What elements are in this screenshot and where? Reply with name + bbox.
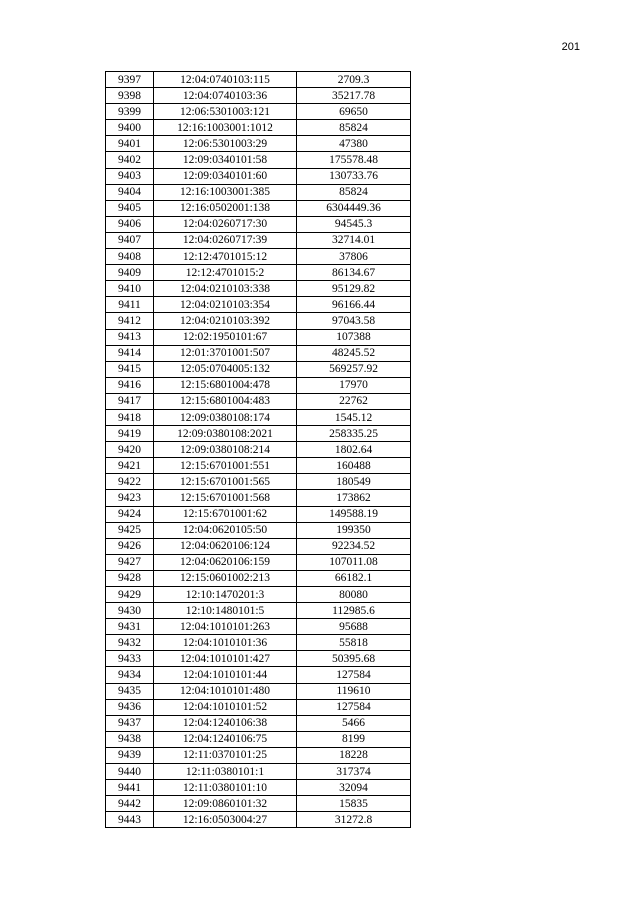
- value-cell: 180549: [297, 474, 411, 490]
- cadastral-number-cell: 12:11:0370101:25: [154, 747, 297, 763]
- row-index-cell: 9442: [106, 796, 154, 812]
- table-row: [106, 635, 411, 651]
- table-row: [106, 168, 411, 184]
- row-index-cell: 9408: [106, 249, 154, 265]
- table-row: [106, 249, 411, 265]
- table-row: [106, 731, 411, 747]
- row-index-cell: 9414: [106, 345, 154, 361]
- row-index-cell: 9424: [106, 506, 154, 522]
- table-row: [106, 184, 411, 200]
- row-index-cell: 9406: [106, 216, 154, 232]
- cadastral-number-cell: 12:04:1010101:52: [154, 699, 297, 715]
- row-index-cell: 9402: [106, 152, 154, 168]
- row-index-cell: 9423: [106, 490, 154, 506]
- table-body: [106, 72, 411, 828]
- row-index-cell: 9440: [106, 764, 154, 780]
- cadastral-number-cell: 12:04:0740103:36: [154, 88, 297, 104]
- row-index-cell: 9401: [106, 136, 154, 152]
- cadastral-number-cell: 12:09:0380108:2021: [154, 426, 297, 442]
- row-index-cell: 9415: [106, 361, 154, 377]
- row-index-cell: 9404: [106, 184, 154, 200]
- value-cell: 112985.6: [297, 603, 411, 619]
- value-cell: 175578.48: [297, 152, 411, 168]
- cadastral-number-cell: 12:01:3701001:507: [154, 345, 297, 361]
- cadastral-number-cell: 12:02:1950101:67: [154, 329, 297, 345]
- table-row: [106, 538, 411, 554]
- cadastral-number-cell: 12:16:1003001:385: [154, 184, 297, 200]
- value-cell: 86134.67: [297, 265, 411, 281]
- cadastral-number-cell: 12:09:0340101:58: [154, 152, 297, 168]
- row-index-cell: 9399: [106, 104, 154, 120]
- table-row: [106, 587, 411, 603]
- cadastral-number-cell: 12:15:6701001:551: [154, 458, 297, 474]
- row-index-cell: 9403: [106, 168, 154, 184]
- row-index-cell: 9436: [106, 699, 154, 715]
- row-index-cell: 9432: [106, 635, 154, 651]
- cadastral-number-cell: 12:04:1240106:38: [154, 715, 297, 731]
- cadastral-number-cell: 12:15:6701001:568: [154, 490, 297, 506]
- value-cell: 107011.08: [297, 554, 411, 570]
- value-cell: 55818: [297, 635, 411, 651]
- row-index-cell: 9407: [106, 232, 154, 248]
- row-index-cell: 9435: [106, 683, 154, 699]
- value-cell: 47380: [297, 136, 411, 152]
- value-cell: 22762: [297, 393, 411, 409]
- table-row: [106, 361, 411, 377]
- cadastral-number-cell: 12:04:0210103:338: [154, 281, 297, 297]
- value-cell: 8199: [297, 731, 411, 747]
- value-cell: 95129.82: [297, 281, 411, 297]
- value-cell: 95688: [297, 619, 411, 635]
- value-cell: 199350: [297, 522, 411, 538]
- table-row: [106, 409, 411, 425]
- table-row: [106, 442, 411, 458]
- table-row: [106, 554, 411, 570]
- row-index-cell: 9437: [106, 715, 154, 731]
- row-index-cell: 9433: [106, 651, 154, 667]
- table-row: [106, 136, 411, 152]
- cadastral-number-cell: 12:04:0260717:30: [154, 216, 297, 232]
- cadastral-number-cell: 12:06:5301003:121: [154, 104, 297, 120]
- table-row: [106, 88, 411, 104]
- cadastral-number-cell: 12:15:6801004:478: [154, 377, 297, 393]
- table-row: [106, 603, 411, 619]
- cadastral-number-cell: 12:04:1010101:480: [154, 683, 297, 699]
- table-row: [106, 570, 411, 586]
- table-row: [106, 329, 411, 345]
- value-cell: 317374: [297, 764, 411, 780]
- value-cell: 6304449.36: [297, 200, 411, 216]
- row-index-cell: 9422: [106, 474, 154, 490]
- table-row: [106, 619, 411, 635]
- data-table: [105, 71, 411, 828]
- cadastral-number-cell: 12:04:0740103:115: [154, 72, 297, 88]
- table-row: [106, 522, 411, 538]
- value-cell: 127584: [297, 667, 411, 683]
- row-index-cell: 9426: [106, 538, 154, 554]
- table-row: [106, 683, 411, 699]
- row-index-cell: 9443: [106, 812, 154, 828]
- value-cell: 160488: [297, 458, 411, 474]
- table-row: [106, 152, 411, 168]
- value-cell: 1545.12: [297, 409, 411, 425]
- cadastral-number-cell: 12:11:0380101:10: [154, 780, 297, 796]
- row-index-cell: 9429: [106, 587, 154, 603]
- row-index-cell: 9430: [106, 603, 154, 619]
- value-cell: 35217.78: [297, 88, 411, 104]
- row-index-cell: 9405: [106, 200, 154, 216]
- row-index-cell: 9413: [106, 329, 154, 345]
- cadastral-number-cell: 12:09:0340101:60: [154, 168, 297, 184]
- row-index-cell: 9419: [106, 426, 154, 442]
- table-row: [106, 747, 411, 763]
- table-row: [106, 667, 411, 683]
- cadastral-number-cell: 12:11:0380101:1: [154, 764, 297, 780]
- cadastral-number-cell: 12:04:0620105:50: [154, 522, 297, 538]
- cadastral-number-cell: 12:04:1240106:75: [154, 731, 297, 747]
- cadastral-number-cell: 12:04:1010101:263: [154, 619, 297, 635]
- table-row: [106, 104, 411, 120]
- cadastral-number-cell: 12:15:6701001:62: [154, 506, 297, 522]
- table-row: [106, 393, 411, 409]
- row-index-cell: 9421: [106, 458, 154, 474]
- cadastral-number-cell: 12:04:1010101:427: [154, 651, 297, 667]
- table-row: [106, 426, 411, 442]
- cadastral-number-cell: 12:16:0503004:27: [154, 812, 297, 828]
- row-index-cell: 9425: [106, 522, 154, 538]
- cadastral-number-cell: 12:16:0502001:138: [154, 200, 297, 216]
- value-cell: 94545.3: [297, 216, 411, 232]
- table-row: [106, 796, 411, 812]
- row-index-cell: 9418: [106, 409, 154, 425]
- row-index-cell: 9416: [106, 377, 154, 393]
- value-cell: 107388: [297, 329, 411, 345]
- value-cell: 50395.68: [297, 651, 411, 667]
- value-cell: 127584: [297, 699, 411, 715]
- value-cell: 119610: [297, 683, 411, 699]
- table-row: [106, 200, 411, 216]
- row-index-cell: 9434: [106, 667, 154, 683]
- value-cell: 96166.44: [297, 297, 411, 313]
- row-index-cell: 9439: [106, 747, 154, 763]
- cadastral-number-cell: 12:09:0860101:32: [154, 796, 297, 812]
- table-row: [106, 764, 411, 780]
- row-index-cell: 9428: [106, 570, 154, 586]
- cadastral-number-cell: 12:04:0210103:354: [154, 297, 297, 313]
- value-cell: 173862: [297, 490, 411, 506]
- cadastral-number-cell: 12:09:0380108:174: [154, 409, 297, 425]
- value-cell: 15835: [297, 796, 411, 812]
- table-row: [106, 715, 411, 731]
- row-index-cell: 9431: [106, 619, 154, 635]
- cadastral-number-cell: 12:15:6701001:565: [154, 474, 297, 490]
- value-cell: 1802.64: [297, 442, 411, 458]
- value-cell: 85824: [297, 184, 411, 200]
- cadastral-number-cell: 12:04:0210103:392: [154, 313, 297, 329]
- table-row: [106, 812, 411, 828]
- value-cell: 69650: [297, 104, 411, 120]
- table-row: [106, 377, 411, 393]
- cadastral-number-cell: 12:04:0260717:39: [154, 232, 297, 248]
- cadastral-number-cell: 12:16:1003001:1012: [154, 120, 297, 136]
- value-cell: 97043.58: [297, 313, 411, 329]
- value-cell: 5466: [297, 715, 411, 731]
- value-cell: 2709.3: [297, 72, 411, 88]
- row-index-cell: 9398: [106, 88, 154, 104]
- table-row: [106, 265, 411, 281]
- value-cell: 85824: [297, 120, 411, 136]
- cadastral-number-cell: 12:09:0380108:214: [154, 442, 297, 458]
- table-row: [106, 506, 411, 522]
- value-cell: 48245.52: [297, 345, 411, 361]
- cadastral-number-cell: 12:12:4701015:2: [154, 265, 297, 281]
- table-row: [106, 216, 411, 232]
- table-row: [106, 232, 411, 248]
- row-index-cell: 9409: [106, 265, 154, 281]
- row-index-cell: 9441: [106, 780, 154, 796]
- table-row: [106, 490, 411, 506]
- cadastral-number-cell: 12:10:1470201:3: [154, 587, 297, 603]
- row-index-cell: 9438: [106, 731, 154, 747]
- table-row: [106, 780, 411, 796]
- cadastral-number-cell: 12:04:0620106:124: [154, 538, 297, 554]
- row-index-cell: 9427: [106, 554, 154, 570]
- cadastral-number-cell: 12:04:1010101:44: [154, 667, 297, 683]
- value-cell: 31272.8: [297, 812, 411, 828]
- row-index-cell: 9420: [106, 442, 154, 458]
- table-row: [106, 297, 411, 313]
- cadastral-number-cell: 12:06:5301003:29: [154, 136, 297, 152]
- table-row: [106, 474, 411, 490]
- table-row: [106, 345, 411, 361]
- value-cell: 258335.25: [297, 426, 411, 442]
- value-cell: 569257.92: [297, 361, 411, 377]
- table-row: [106, 72, 411, 88]
- value-cell: 37806: [297, 249, 411, 265]
- value-cell: 32714.01: [297, 232, 411, 248]
- value-cell: 149588.19: [297, 506, 411, 522]
- table-row: [106, 651, 411, 667]
- cadastral-number-cell: 12:15:0601002:213: [154, 570, 297, 586]
- cadastral-number-cell: 12:10:1480101:5: [154, 603, 297, 619]
- page-number: 201: [561, 41, 580, 53]
- value-cell: 92234.52: [297, 538, 411, 554]
- cadastral-number-cell: 12:05:0704005:132: [154, 361, 297, 377]
- row-index-cell: 9412: [106, 313, 154, 329]
- table-row: [106, 458, 411, 474]
- cadastral-number-cell: 12:12:4701015:12: [154, 249, 297, 265]
- value-cell: 32094: [297, 780, 411, 796]
- row-index-cell: 9417: [106, 393, 154, 409]
- row-index-cell: 9400: [106, 120, 154, 136]
- value-cell: 17970: [297, 377, 411, 393]
- table-row: [106, 313, 411, 329]
- cadastral-number-cell: 12:15:6801004:483: [154, 393, 297, 409]
- row-index-cell: 9397: [106, 72, 154, 88]
- row-index-cell: 9411: [106, 297, 154, 313]
- value-cell: 80080: [297, 587, 411, 603]
- value-cell: 66182.1: [297, 570, 411, 586]
- cadastral-number-cell: 12:04:0620106:159: [154, 554, 297, 570]
- table-row: [106, 120, 411, 136]
- row-index-cell: 9410: [106, 281, 154, 297]
- value-cell: 18228: [297, 747, 411, 763]
- table-row: [106, 699, 411, 715]
- cadastral-number-cell: 12:04:1010101:36: [154, 635, 297, 651]
- value-cell: 130733.76: [297, 168, 411, 184]
- table-row: [106, 281, 411, 297]
